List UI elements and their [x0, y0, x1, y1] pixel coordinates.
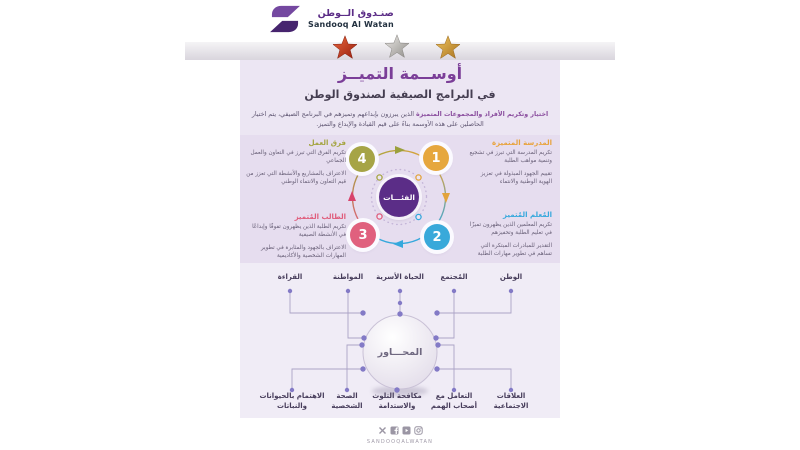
category-point: تقييم الجهود المبذولة في تعزيز الهوية الوطنية والانتماء	[480, 170, 552, 186]
arrowhead-bottom-icon	[393, 240, 403, 248]
axis-label-citizenship: المواطنة	[332, 273, 364, 281]
facebook-icon[interactable]	[390, 426, 399, 435]
arrowhead-top-icon	[395, 146, 405, 154]
red-star-icon	[331, 34, 359, 62]
category-number-1: 1	[423, 145, 449, 171]
axis-label-family-life: الحياة الأسرية	[376, 273, 424, 281]
category-number-3: 3	[350, 222, 376, 248]
page-title: أوســمة التميــز	[337, 64, 463, 83]
axes-center-circle: المحـــاور	[377, 346, 423, 358]
youtube-icon[interactable]	[402, 426, 411, 435]
axis-label-community: المُجتمع	[440, 273, 468, 281]
social-icons-row	[240, 426, 560, 435]
category-title: المُعلم المُتميز	[503, 211, 552, 219]
intro-description	[245, 110, 555, 130]
gold-star-icon	[434, 34, 462, 62]
axis-label-reading: القراءة	[277, 273, 303, 281]
instagram-icon[interactable]	[414, 426, 423, 435]
logo	[268, 5, 394, 33]
axis-label-nation: الوطن	[499, 273, 523, 281]
page-subtitle: في البرامج الصيفية لصندوق الوطن	[304, 88, 496, 101]
categories-center-circle: الفئـــات	[379, 177, 419, 217]
silver-star-icon	[383, 33, 411, 61]
x-icon[interactable]	[378, 426, 387, 435]
category-block-teams	[246, 139, 346, 191]
arrowhead-right-icon	[442, 193, 450, 203]
category-title: المدرسة المتميزة	[492, 139, 552, 147]
axis-label-social-relations: العلاقات الاجتماعية	[493, 392, 529, 410]
logo-mark-icon	[268, 5, 302, 33]
category-point: الاعتراف بالمشاريع والأنشطة التي تعزز من قيم التعاون والانتماء الوطني	[246, 170, 346, 186]
axis-label-animals-plants: الاهتمام بالحيوانات والنباتات	[259, 392, 325, 410]
axis-label-pollution-sustainability: مكافحة التلوث والاستدامة	[372, 392, 422, 410]
category-number-2: 2	[424, 224, 450, 250]
axis-label-personal-health: الصحة الشخصية	[331, 392, 363, 410]
logo-english-name: Sandooq Al Watan	[308, 19, 394, 29]
category-block-teacher	[466, 211, 552, 263]
category-block-school	[466, 139, 552, 191]
category-point: تكريم المدرسة التي تبرز في تشجيع وتنمية مواهب الطلبة	[469, 150, 552, 165]
category-point: تكريم المعلمين الذين يظهرون تميزًا في تعليم الطلبة وتحفيزهم	[469, 222, 552, 237]
social-handle: SANDOOQALWATAN	[366, 439, 434, 445]
category-number-4: 4	[349, 146, 375, 172]
category-point: التقدير للمبادرات المبتكرة التي تساهم في تطوير مهارات الطلبة	[477, 242, 552, 258]
axis-label-people-of-determination: التعامل مع أصحاب الهمم	[430, 392, 478, 410]
category-point: تكريم الفرق التي تبرز في التعاون والعمل الجماعي	[250, 150, 346, 165]
logo-arabic-name: صنـدوق الــوطن	[317, 8, 394, 20]
category-point: الاعتراف بالجهود والمثابرة في تطوير المهارات الشخصية والأكاديمية	[260, 244, 346, 260]
category-point: تكريم الطلبة الذين يظهرون تفوقًا وإبداعًا في الأنشطة الصيفية	[252, 224, 346, 239]
intro-description-lead: اختيار وتكريم الأفراد والمجموعات المتميزة	[416, 111, 549, 118]
category-title: فرق العمل	[308, 139, 346, 147]
arrowhead-left-icon	[348, 191, 356, 201]
category-block-student	[246, 213, 346, 265]
category-title: الطالب المُتميز	[294, 213, 346, 221]
intro-description-rest: الذين يبرزون بإبداعهم وتميزهم في البرنامج الصيفي، يتم اختيار الحاصلين على هذه الأوسمة بناءً على قيم القيادة والإبداع والتميز.	[251, 111, 484, 129]
